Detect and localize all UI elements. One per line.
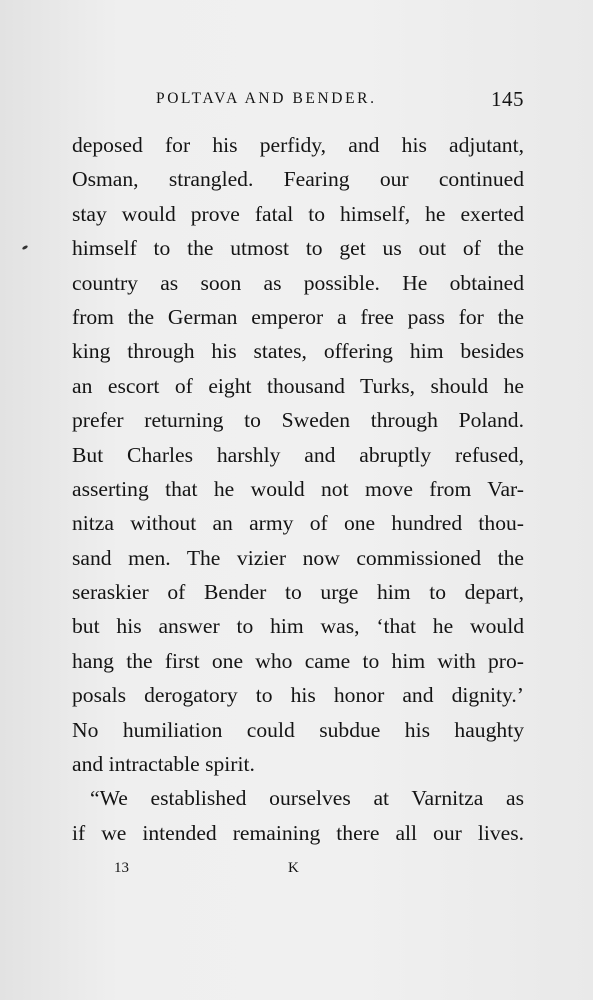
- text-line: sand men. The vizier now commissioned the: [72, 545, 524, 570]
- ink-speck: [22, 245, 29, 251]
- text-line: hang the first one who came to him with pro-: [72, 648, 524, 673]
- text-line: asserting that he would not move from Var-: [72, 476, 524, 501]
- text-line: but his answer to him was, ‘that he would: [72, 614, 524, 639]
- text-line: stay would prove fatal to himself, he exerted: [72, 201, 524, 226]
- text-line: country as soon as possible. He obtained: [72, 270, 524, 295]
- paragraph-start-line: “We established ourselves at Varnitza as: [90, 786, 524, 811]
- signature-number: 13: [114, 860, 129, 876]
- text-line: himself to the utmost to get us out of the: [72, 236, 524, 261]
- text-line: Osman, strangled. Fearing our continued: [72, 167, 524, 192]
- text-line: posals derogatory to his honor and dignity.’: [72, 683, 524, 708]
- text-line: seraskier of Bender to urge him to depart,: [72, 580, 524, 605]
- text-line: nitza without an army of one hundred thou-: [72, 511, 524, 536]
- text-line: No humiliation could subdue his haughty: [72, 717, 524, 742]
- running-title: POLTAVA AND BENDER.: [156, 90, 377, 107]
- running-head: [72, 88, 524, 112]
- text-line: deposed for his perfidy, and his adjutant,: [72, 133, 524, 157]
- text-line: prefer returning to Sweden through Poland.: [72, 408, 524, 433]
- text-line: king through his states, offering him besides: [72, 339, 524, 364]
- body-text: [72, 128, 524, 850]
- text-line: But Charles harshly and abruptly refused,: [72, 442, 524, 467]
- page-number: 145: [491, 87, 524, 111]
- page-footer: [72, 860, 524, 880]
- paragraph-end-line: and intractable spirit.: [72, 752, 255, 777]
- text-line: if we intended remaining there all our lives.: [72, 820, 524, 845]
- text-line: from the German emperor a free pass for the: [72, 304, 524, 329]
- text-line: an escort of eight thousand Turks, should he: [72, 373, 524, 398]
- signature-letter: K: [288, 860, 299, 876]
